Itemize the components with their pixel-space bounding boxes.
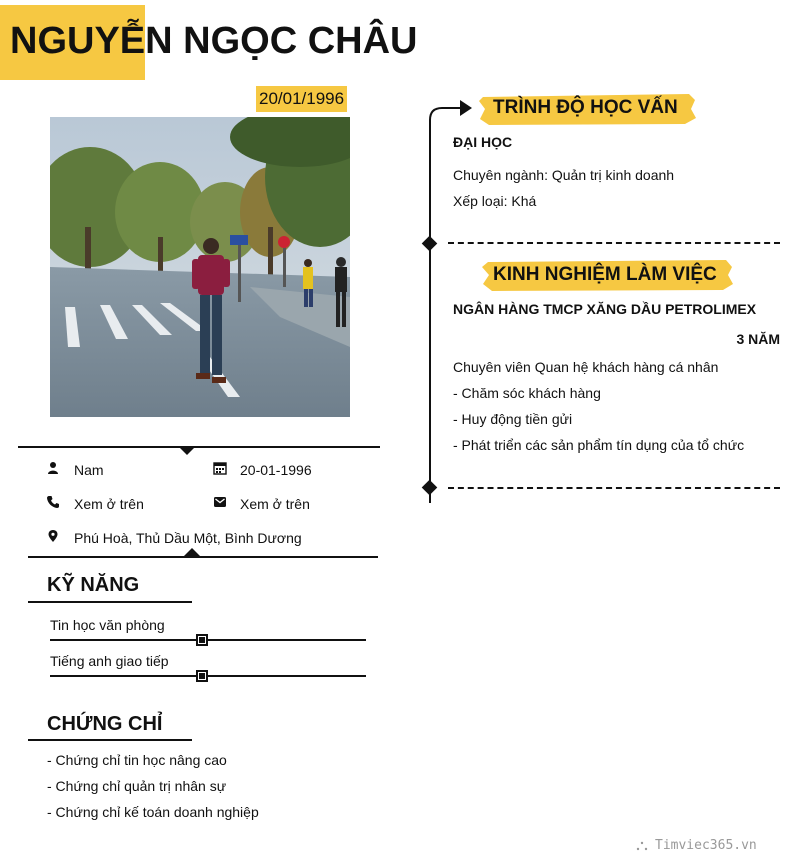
skill-bar [50, 675, 366, 677]
location-pin-icon [46, 529, 60, 543]
gender-value: Nam [74, 462, 104, 478]
watermark: Timviec365.vn [655, 838, 757, 853]
section-divider-dashed [448, 242, 780, 244]
email-value: Xem ở trên [240, 496, 310, 512]
profile-photo [50, 117, 350, 417]
skill-label: Tin học văn phòng [50, 617, 165, 633]
email-icon [213, 495, 227, 509]
dob-tag: 20/01/1996 [256, 86, 347, 112]
divider-notch-down [179, 447, 195, 455]
skill-bar [50, 639, 366, 641]
user-icon [46, 461, 60, 475]
education-title: TRÌNH ĐỘ HỌC VẤN [493, 97, 678, 118]
certificate-item: - Chứng chỉ quản trị nhân sự [47, 778, 227, 794]
skill-level-marker [196, 670, 208, 682]
address-value: Phú Hoà, Thủ Dầu Một, Bình Dương [74, 530, 302, 546]
skill-label: Tiếng anh giao tiếp [50, 653, 169, 669]
birthday-value: 20-01-1996 [240, 462, 312, 478]
education-degree: ĐẠI HỌC [453, 134, 513, 150]
education-rank: Xếp loại: Khá [453, 193, 537, 209]
phone-value: Xem ở trên [74, 496, 144, 512]
certificates-title: CHỨNG CHỈ [47, 713, 163, 735]
experience-duration: 3 NĂM [736, 331, 780, 347]
skills-title: KỸ NĂNG [47, 574, 140, 596]
section-divider-dashed [448, 487, 780, 489]
page-title: NGUYỄN NGỌC CHÂU [10, 20, 418, 62]
divider-notch-up [184, 548, 200, 556]
education-major: Chuyên ngành: Quản trị kinh doanh [453, 167, 675, 183]
experience-company: NGÂN HÀNG TMCP XĂNG DẦU PETROLIMEX [453, 301, 757, 317]
experience-duty: - Chăm sóc khách hàng [453, 385, 601, 401]
calendar-icon [213, 461, 227, 475]
divider-bottom [28, 556, 378, 558]
experience-title: KINH NGHIỆM LÀM VIỆC [493, 264, 717, 285]
watermark-dots-icon [636, 841, 650, 851]
certificate-item: - Chứng chỉ tin học nâng cao [47, 752, 227, 768]
phone-icon [46, 495, 60, 509]
divider-top [18, 446, 380, 448]
skills-title-underline [28, 601, 192, 603]
skill-level-marker [196, 634, 208, 646]
experience-position: Chuyên viên Quan hệ khách hàng cá nhân [453, 359, 719, 375]
certificates-title-underline [28, 739, 192, 741]
certificate-item: - Chứng chỉ kế toán doanh nghiệp [47, 804, 259, 820]
experience-duty: - Huy động tiền gửi [453, 411, 573, 427]
experience-duty: - Phát triển các sản phẩm tín dụng của tổ chức [453, 437, 745, 453]
